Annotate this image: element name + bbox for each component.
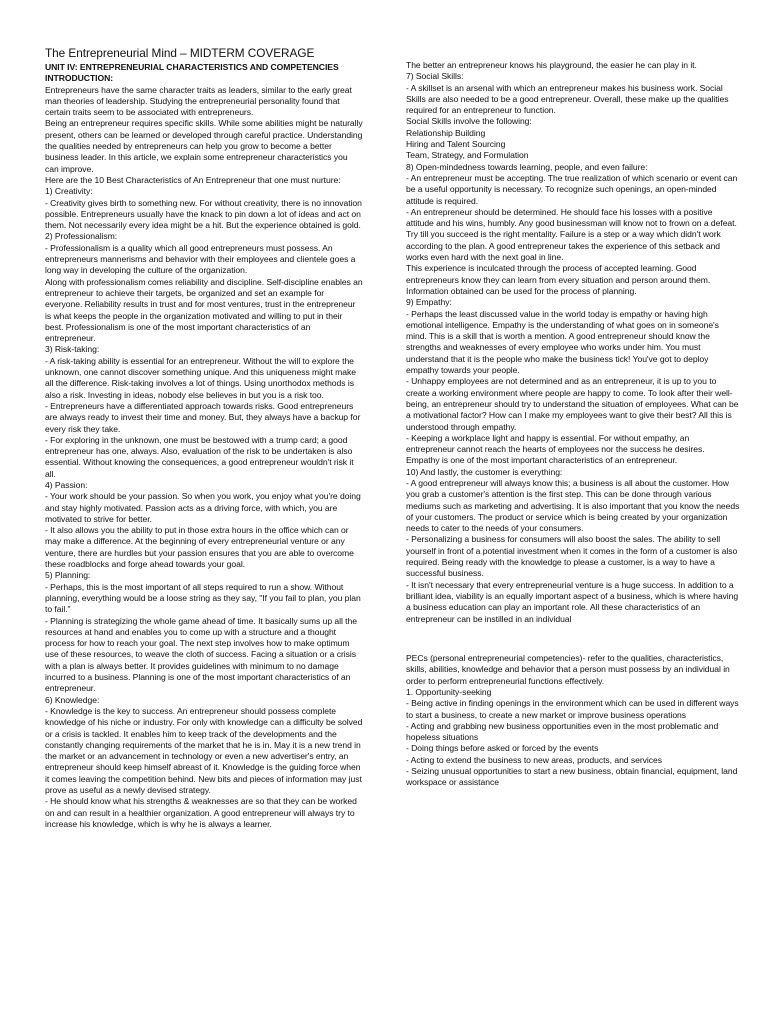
- paragraph: - Unhappy employees are not determined and as an entrepreneur, it is up to you to create a working environment where people are happy to come. To look after their well-being, an entrepreneur should try to understand the situation of employees. What can be a motivational factor? How can I make my employees want to give their best? All this is understood through empathy.: [406, 376, 739, 432]
- paragraph: 5) Planning:: [45, 570, 91, 581]
- paragraph: 2) Professionalism:: [45, 231, 118, 242]
- paragraph: 6) Knowledge:: [45, 694, 100, 705]
- paragraph: - Doing things before asked or forced by the events: [406, 743, 599, 754]
- paragraph: - For exploring in the unknown, one must be bestowed with a trump card; a good entrepreneur has one, always. Also, evaluation of the risk to be undertaken is also essential. Without knowing the consequences, a good entrepreneur wouldn't risk it all.: [45, 434, 354, 479]
- paragraph: - A good entrepreneur will always know this; a business is all about the customer. How you grab a customer's attention is the first step. This can be done through various mediums such as marketing and advertising. It is also important that you know the needs of your customers. The product or service which is being created by your organization needs to cater to the needs of your consumers.: [406, 477, 740, 534]
- paragraph: - Professionalism is a quality which all good entrepreneurs must possess. An entrepreneurs mannerisms and behavior with their employees and clientele goes a long way in developing the culture of the organization.: [45, 242, 356, 276]
- paragraph-spacer: [406, 633, 740, 644]
- right-column: [406, 60, 740, 789]
- paragraph: 9) Empathy:: [406, 297, 452, 308]
- paragraph: - Entrepreneurs have a differentiated approach towards risks. Good entrepreneurs are always ready to invest their time and money. But, they always have a backup for every risk they take.: [45, 400, 361, 434]
- paragraph: 1. Opportunity-seeking: [406, 686, 492, 697]
- right-column-body: [406, 60, 740, 789]
- paragraph: Social Skills involve the following:: [406, 116, 532, 127]
- paragraph: 4) Passion:: [45, 479, 88, 490]
- paragraph: Here are the 10 Best Characteristics of An Entrepreneur that one must nurture:: [45, 174, 341, 185]
- paragraph: Entrepreneurs have the same character traits as leaders, similar to the early great man theories of leadership. Studying the entrepreneurial personality found that certain traits seem to be associated with entrepreneurs.: [45, 84, 352, 118]
- document-title: The Entrepreneurial Mind – MIDTERM COVERAGE: [45, 46, 315, 60]
- paragraph: 7) Social Skills:: [406, 71, 464, 82]
- paragraph: - An entrepreneur should be determined. He should face his losses with a positive attitude and his wins, humbly. Any good businessman will know not to frown on a defeat. Try till you succeed is the right mentality. Failure is a step or a way which didn't work according to the plan. A good entrepreneur takes the experience of this setback and works even hard with the next goal in line.: [406, 206, 737, 263]
- paragraph: - Keeping a workplace light and happy is essential. For without empathy, an entrepreneur cannot reach the hearts of employees nor the success he desires. Empathy is one of the most important characteristics of an entrepreneur.: [406, 432, 705, 466]
- paragraph: - A risk-taking ability is essential for an entrepreneur. Without the will to explore the unknown, one cannot discover something unique. And this uniqueness might make all the difference. Risk-taking involves a lot of things. Using unorthodox methods is also a risk. Investing in ideas, nobody else believes in but you is a risk too.: [45, 355, 356, 400]
- paragraph: The better an entrepreneur knows his playground, the easier he can play in it.: [406, 60, 697, 70]
- paragraph: - Acting to extend the business to new areas, products, and services: [406, 754, 662, 765]
- paragraph: PECs (personal entrepreneurial competencies)- refer to the qualities, characteristics, skills, abilities, knowledge and behavior that a person must possess by an individual in order to perform entrepreneurial functions effectively.: [406, 653, 730, 686]
- paragraph: - He should know what his strengths & weaknesses are so that they can be worked on and can result in a healthier organization. A good entrepreneur will always try to increase his knowledge, which is why he is always a learner.: [45, 796, 357, 829]
- paragraph: Hiring and Talent Sourcing: [406, 139, 506, 150]
- paragraph: Relationship Building: [406, 127, 486, 138]
- paragraph: Team, Strategy, and Formulation: [406, 150, 529, 161]
- left-column: [45, 46, 363, 830]
- paragraph: - A skillset is an arsenal with which an entrepreneur makes his business work. Social Skills are also needed to be a good entrepreneur. Overall, these make up the qualities required for an entrepreneur to function.: [406, 82, 729, 116]
- paragraph: Along with professionalism comes reliability and discipline. Self-discipline enables an entrepreneur to achieve their targets, be organized and set an example for everyone. Reliability results in trust and for most ventures, trust in the entrepreneur is what keeps the people in the organization motivated and willing to put in their best. Professionalism is one of the most important characteristics of an entrepreneur.: [45, 276, 363, 344]
- paragraph: - Seizing unusual opportunities to start a new business, obtain financial, equipment, land workspace or assistance: [406, 766, 738, 788]
- paragraph: 8) Open-mindedness towards learning, people, and even failure:: [406, 161, 648, 172]
- paragraph: - Personalizing a business for consumers will also boost the sales. The ability to sell yourself in front of a potential investment when it comes in the form of a customer is also required. Being ready with the knowledge to please a customer, is a way to have a successful business.: [406, 534, 738, 579]
- left-column-body: [45, 62, 363, 830]
- paragraph: Being an entrepreneur requires specific skills. While some abilities might be naturally present, others can be learned or developed through careful practice. Understanding the qualities needed by entrepreneurs can help you grow to become a better business leader. In this article, we explain some entrepreneur characteristics you can improve.: [45, 118, 363, 174]
- paragraph: - Perhaps, this is the most important of all steps required to run a show. Without planning, everything would be a loose string as they say, "If you fail to plan, you plan to fail.": [45, 581, 361, 615]
- paragraph: 10) And lastly, the customer is everything:: [406, 466, 563, 477]
- paragraph: - Creativity gives birth to something new. For without creativity, there is no innovation possible. Entrepreneurs usually have the knack to pin down a lot of ideas and act on them. Not necessarily every idea might be a hit. But the experience obtained is gold.: [45, 197, 362, 231]
- section-heading: UNIT IV: ENTREPRENEURIAL CHARACTERISTICS AND COMPETENCIES: [45, 62, 339, 72]
- paragraph: This experience is inculcated through the process of accepted learning. Good entrepreneurs know they can learn from every situation and person around them. Information obtained can be used for the process of planning.: [406, 263, 711, 296]
- paragraph: - It isn't necessary that every entrepreneurial venture is a huge success. In addition to a brilliant idea, viability is an equally important aspect of a business, which is where having a business education can play an important role. All these characteristics of an entrepreneur can be instilled in an individual: [406, 579, 739, 624]
- paragraph: - Planning is strategizing the whole game ahead of time. It basically sums up all the resources at hand and enables you to come up with a structure and a thought process for how to reach your goal. The next step involves how to make optimum use of these resources, to weave the cloth of success. Facing a situation or a crisis with a plan is always better. It provides guidelines with minimum to no damage incurred to a business. Planning is one of the most important characteristics of an entrepreneur.: [45, 615, 357, 694]
- paragraph: - An entrepreneur must be accepting. The true realization of which scenario or event can be a useful opportunity is necessary. To recognize such openings, an open-minded attitude is required.: [406, 172, 738, 206]
- paragraph: - It also allows you the ability to put in those extra hours in the office which can or may make a difference. At the beginning of every entrepreneurial venture or any venture, there are hurdles but your passion ensures that you are able to overcome these roadblocks and forge ahead towards your goal.: [45, 525, 354, 570]
- paragraph: - Acting and grabbing new business opportunities even in the most problematic and hopeless situations: [406, 720, 719, 743]
- paragraph: - Being active in finding openings in the environment which can be used in different ways to start a business, to create a new market or improve business operations: [406, 698, 739, 720]
- paragraph: - Your work should be your passion. So when you work, you enjoy what you're doing and stay highly motivated. Passion acts as a driving force, with which, you are motivated to strive for better.: [45, 491, 361, 524]
- paragraph: 3) Risk-taking:: [45, 344, 100, 355]
- paragraph: - Knowledge is the key to success. An entrepreneur should possess complete knowledge of his niche or industry. For only with knowledge can a difficulty be solved or a crisis is tackled. It enables him to keep track of the developments and the constantly changing requirements of the market that he is in. May it is a new trend in the market or an advancement in technology or even a new advertiser's entry, an entrepreneur should keep himself abreast of it. Knowledge is the guiding force when it comes leaving the competition behind. New bits and pieces of information may just prove as useful as a newly devised strategy.: [45, 705, 363, 795]
- section-heading: INTRODUCTION:: [45, 73, 114, 84]
- paragraph: 1) Creativity:: [45, 186, 93, 197]
- paragraph: - Perhaps the least discussed value in the world today is empathy or having high emotional intelligence. Empathy is the understanding of what goes on in someone's mind. This is a skill that is worth a mention. A good entrepreneur should know the strengths and weaknesses of every employee who works under him. You must understand that it is the people who make the business tick! You've got to deploy empathy towards your people.: [406, 308, 719, 376]
